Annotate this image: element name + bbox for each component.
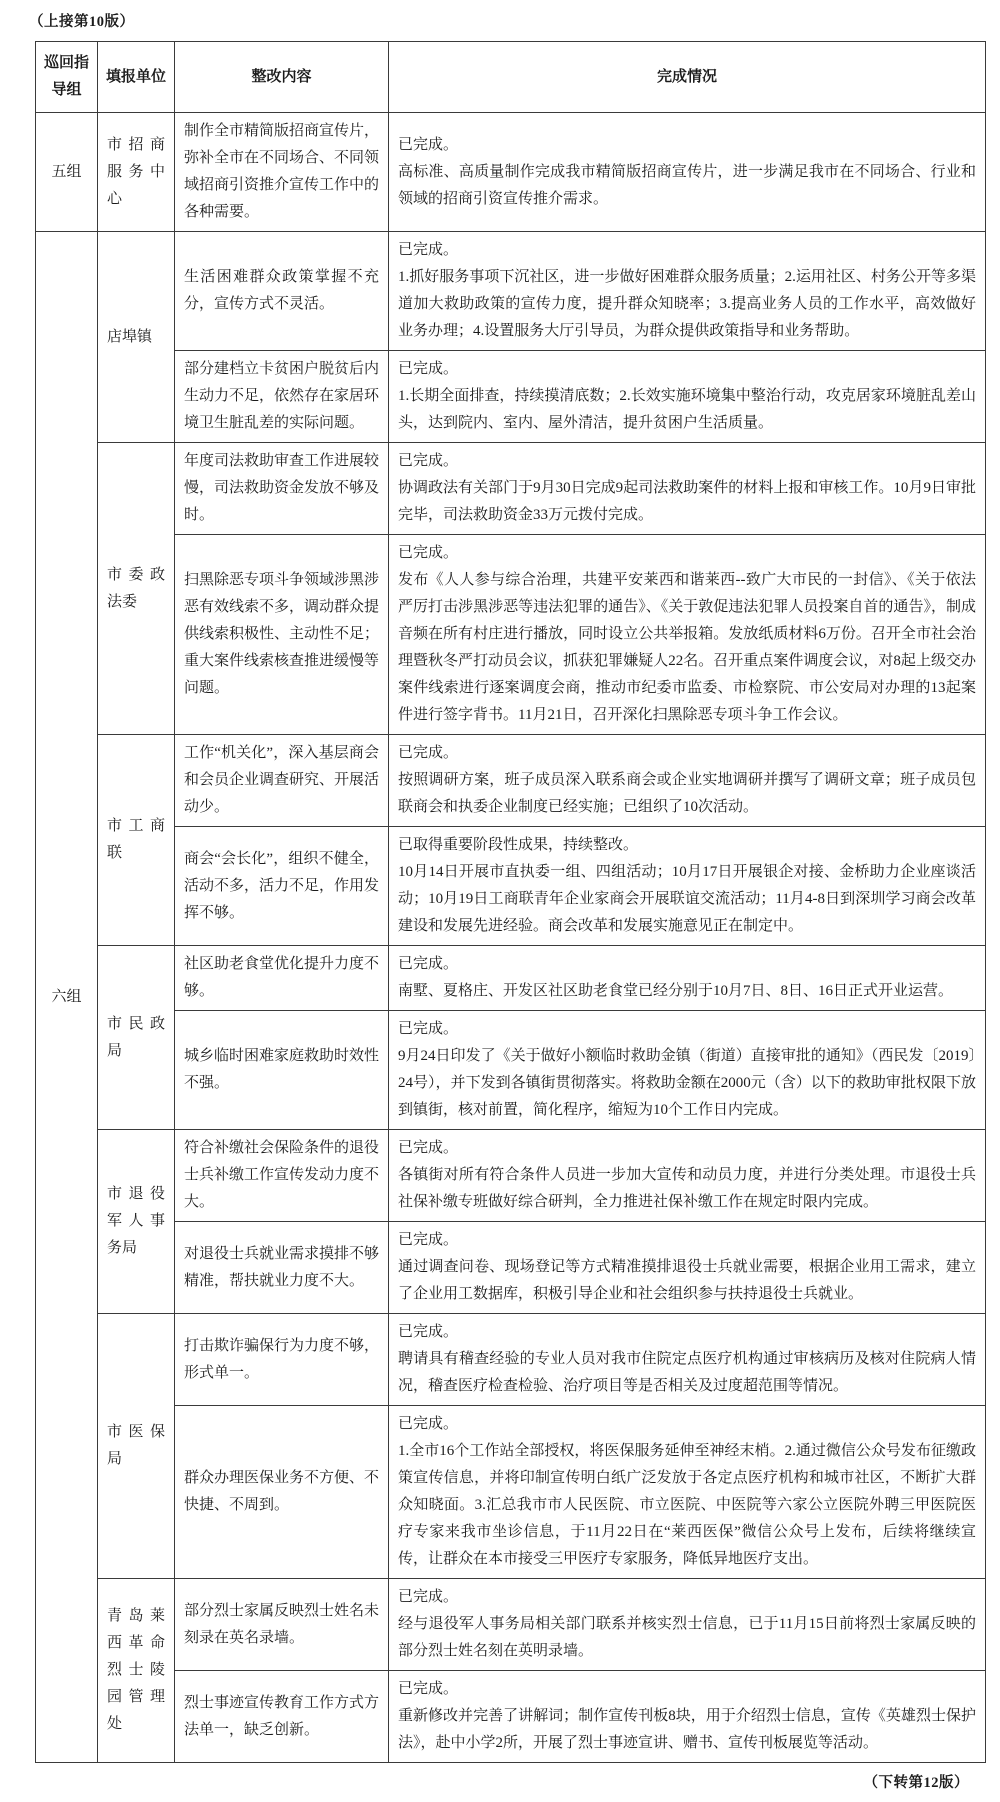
- status-paragraph: 9月24日印发了《关于做好小额临时救助金镇（街道）直接审批的通知》（西民发〔2019〕24号），并下发到各镇街贯彻落实。将救助金额在2000元（含）以下的救助审批权限下放到镇街，核对前置，简化程序，缩短为10个工作日内完成。: [398, 1048, 976, 1118]
- reporting-unit-cell: 市招商服务中心: [98, 113, 175, 232]
- completion-status-cell: [389, 1222, 986, 1314]
- reporting-unit-cell: 市民政局: [98, 946, 175, 1130]
- rectification-content-cell: 打击欺诈骗保行为力度不够，形式单一。: [175, 1314, 389, 1406]
- status-paragraph: 已完成。: [398, 545, 459, 561]
- completion-status-cell: [389, 1406, 986, 1579]
- table-row: [36, 1671, 986, 1763]
- inspection-group-cell: 五组: [36, 113, 98, 232]
- status-paragraph: 南墅、夏格庄、开发区社区助老食堂已经分别于10月7日、8日、16日正式开业运营。: [398, 983, 954, 999]
- status-paragraph: 已取得重要阶段性成果，持续整改。: [398, 837, 639, 853]
- status-paragraph: 已完成。: [398, 1681, 459, 1697]
- rectification-content-cell: 部分烈士家属反映烈士姓名未刻录在英名录墙。: [175, 1579, 389, 1671]
- status-paragraph: 已完成。: [398, 1589, 459, 1605]
- table-row: [36, 735, 986, 827]
- rectification-content-cell: 工作“机关化”，深入基层商会和会员企业调查研究、开展活动少。: [175, 735, 389, 827]
- header-reporting-unit: 填报单位: [98, 42, 175, 113]
- table-row: [36, 1222, 986, 1314]
- status-paragraph: 10月14日开展市直执委一组、四组活动；10月17日开展银企对接、金桥助力企业座谈活动；10月19日工商联青年企业家商会开展联谊交流活动；11月4-8日到深圳学习商会改革建设和发展先进经验。商会改革和发展实施意见正在制定中。: [398, 864, 976, 934]
- reporting-unit-cell: 市工商联: [98, 735, 175, 946]
- table-row: [36, 113, 986, 232]
- status-paragraph: 已完成。: [398, 1324, 459, 1340]
- table-row: [36, 1130, 986, 1222]
- rectification-content-cell: 生活困难群众政策掌握不充分，宣传方式不灵活。: [175, 232, 389, 351]
- status-paragraph: 按照调研方案，班子成员深入联系商会或企业实地调研并撰写了调研文章；班子成员包联商会和执委企业制度已经实施；已组织了10次活动。: [398, 772, 976, 815]
- completion-status-cell: [389, 1011, 986, 1130]
- completion-status-cell: [389, 1314, 986, 1406]
- status-paragraph: 已完成。: [398, 956, 459, 972]
- completion-status-cell: [389, 827, 986, 946]
- completion-status-cell: [389, 113, 986, 232]
- status-paragraph: 1.长期全面排查，持续摸清底数；2.长效实施环境集中整治行动，攻克居家环境脏乱差山头，达到院内、室内、屋外清洁，提升贫困户生活质量。: [398, 388, 976, 431]
- rectification-content-cell: 城乡临时困难家庭救助时效性不强。: [175, 1011, 389, 1130]
- status-paragraph: 已完成。: [398, 745, 459, 761]
- status-paragraph: 重新修改并完善了讲解词；制作宣传刊板8块，用于介绍烈士信息，宣传《英雄烈士保护法》，赴中小学2所，开展了烈士事迹宣讲、赠书、宣传刊板展览等活动。: [398, 1708, 976, 1751]
- completion-status-cell: [389, 351, 986, 443]
- reporting-unit-cell: 市退役军人事务局: [98, 1130, 175, 1314]
- completion-status-cell: [389, 1579, 986, 1671]
- status-paragraph: 已完成。: [398, 361, 459, 377]
- status-paragraph: 1.全市16个工作站全部授权，将医保服务延伸至神经末梢。2.通过微信公众号发布征缴政策宣传信息，并将印制宣传明白纸广泛发放于各定点医疗机构和城市社区，不断扩大群众知晓面。3.汇总我市市人民医院、市立医院、中医院等六家公立医院外聘三甲医院医疗专家来我市坐诊信息，于11月22日在“莱西医保”微信公众号上发布，后续将继续宣传，让群众在本市接受三甲医疗专家服务，降低异地医疗支出。: [398, 1443, 976, 1567]
- status-paragraph: 已完成。: [398, 136, 459, 153]
- header-rectification-content: 整改内容: [175, 42, 389, 113]
- rectification-content-cell: 社区助老食堂优化提升力度不够。: [175, 946, 389, 1011]
- completion-status-cell: [389, 1130, 986, 1222]
- rectification-table: [35, 41, 986, 1763]
- inspection-group-cell: 六组: [36, 232, 98, 1763]
- table-row: [36, 827, 986, 946]
- header-inspection-group: 巡回指导组: [36, 42, 98, 113]
- status-paragraph: 已完成。: [398, 453, 459, 469]
- table-row: [36, 1314, 986, 1406]
- reporting-unit-cell: 市委政法委: [98, 443, 175, 735]
- rectification-content-cell: 扫黑除恶专项斗争领域涉黑涉恶有效线索不多，调动群众提供线索积极性、主动性不足；重大案件线索核查推进缓慢等问题。: [175, 535, 389, 735]
- reporting-unit-cell: 青岛莱西革命烈士陵园管理处: [98, 1579, 175, 1763]
- status-paragraph: 高标准、高质量制作完成我市精简版招商宣传片，进一步满足我市在不同场合、行业和领域的招商引资宣传推介需求。: [398, 163, 976, 207]
- continued-from-note: （上接第10版）: [29, 14, 135, 30]
- table-row: [36, 1406, 986, 1579]
- reporting-unit-cell: 市医保局: [98, 1314, 175, 1579]
- status-paragraph: 发布《人人参与综合治理，共建平安莱西和谐莱西--致广大市民的一封信》、《关于依法严厉打击涉黑涉恶等违法犯罪的通告》、《关于敦促违法犯罪人员投案自首的通告》，制成音频在所有村庄进行播放，同时设立公共举报箱。发放纸质材料6万份。召开全市社会治理暨秋冬严打动员会议，抓获犯罪嫌疑人22名。召开重点案件调度会议，对8起上级交办案件线索进行逐案调度会商，推动市纪委市监委、市检察院、市公安局对办理的13起案件进行签字背书。11月21日，召开深化扫黑除恶专项斗争工作会议。: [398, 572, 976, 723]
- rectification-content-cell: 制作全市精简版招商宣传片，弥补全市在不同场合、不同领域招商引资推介宣传工作中的各种需要。: [175, 113, 389, 232]
- table-row: [36, 232, 986, 351]
- table-header-row: [36, 42, 986, 113]
- status-paragraph: 聘请具有稽查经验的专业人员对我市住院定点医疗机构通过审核病历及核对住院病人情况，稽查医疗检查检验、治疗项目等是否相关及过度超范围等情况。: [398, 1351, 976, 1394]
- completion-status-cell: [389, 232, 986, 351]
- completion-status-cell: [389, 443, 986, 535]
- rectification-content-cell: 部分建档立卡贫困户脱贫后内生动力不足，依然存在家居环境卫生脏乱差的实际问题。: [175, 351, 389, 443]
- rectification-content-cell: 烈士事迹宣传教育工作方式方法单一，缺乏创新。: [175, 1671, 389, 1763]
- rectification-content-cell: 年度司法救助审查工作进展较慢，司法救助资金发放不够及时。: [175, 443, 389, 535]
- status-paragraph: 已完成。: [398, 1140, 459, 1156]
- status-paragraph: 已完成。: [398, 1416, 459, 1432]
- table-row: [36, 443, 986, 535]
- status-paragraph: 已完成。: [398, 1232, 459, 1248]
- status-paragraph: 各镇街对所有符合条件人员进一步加大宣传和动员力度，并进行分类处理。市退役士兵社保补缴专班做好综合研判，全力推进社保补缴工作在规定时限内完成。: [398, 1167, 976, 1210]
- status-paragraph: 已完成。: [398, 1021, 459, 1037]
- rectification-content-cell: 符合补缴社会保险条件的退役士兵补缴工作宣传发动力度不大。: [175, 1130, 389, 1222]
- rectification-content-cell: 商会“会长化”，组织不健全，活动不多，活力不足，作用发挥不够。: [175, 827, 389, 946]
- status-paragraph: 1.抓好服务事项下沉社区，进一步做好困难群众服务质量；2.运用社区、村务公开等多渠道加大救助政策的宣传力度，提升群众知晓率；3.提高业务人员的工作水平，高效做好业务办理；4.设置服务大厅引导员，为群众提供政策指导和业务帮助。: [398, 269, 976, 339]
- rectification-content-cell: 对退役士兵就业需求摸排不够精准，帮扶就业力度不大。: [175, 1222, 389, 1314]
- reporting-unit-cell: 店埠镇: [98, 232, 175, 443]
- continued-to-note: （下转第12版）: [863, 1775, 969, 1791]
- status-paragraph: 通过调查问卷、现场登记等方式精准摸排退役士兵就业需要，根据企业用工需求，建立了企业用工数据库，积极引导企业和社会组织参与扶持退役士兵就业。: [398, 1259, 976, 1302]
- status-paragraph: 已完成。: [398, 242, 459, 258]
- completion-status-cell: [389, 946, 986, 1011]
- status-paragraph: 经与退役军人事务局相关部门联系并核实烈士信息，已于11月15日前将烈士家属反映的部分烈士姓名刻在英明录墙。: [398, 1616, 976, 1659]
- header-completion-status: 完成情况: [389, 42, 986, 113]
- completion-status-cell: [389, 735, 986, 827]
- table-row: [36, 535, 986, 735]
- table-row: [36, 351, 986, 443]
- table-row: [36, 1011, 986, 1130]
- table-row: [36, 946, 986, 1011]
- completion-status-cell: [389, 535, 986, 735]
- completion-status-cell: [389, 1671, 986, 1763]
- status-paragraph: 协调政法有关部门于9月30日完成9起司法救助案件的材料上报和审核工作。10月9日审批完毕，司法救助资金33万元拨付完成。: [398, 480, 976, 523]
- table-row: [36, 1579, 986, 1671]
- rectification-content-cell: 群众办理医保业务不方便、不快捷、不周到。: [175, 1406, 389, 1579]
